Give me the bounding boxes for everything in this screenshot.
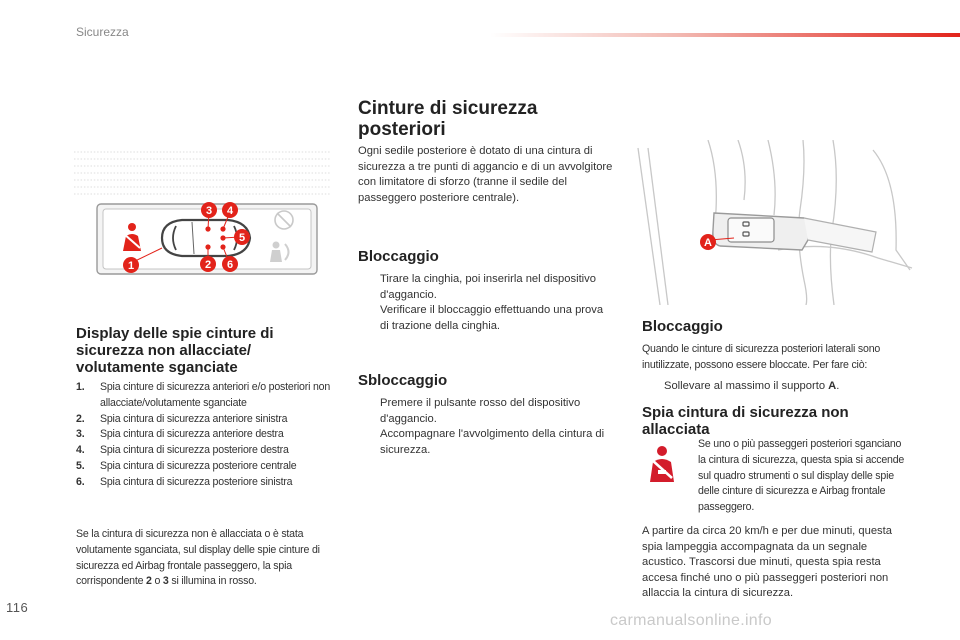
display-note: Se la cintura di sicurezza non è allacciata o è stata volutamente sganciata, sul display delle spie cinture di sicurezza ed Airbag frontale passeggero, la spia corrispondente 2 o 3 si illumina in rosso. — [76, 528, 320, 588]
list-item: 5. Spia cintura di sicurezza posteriore centrale — [76, 459, 297, 472]
page-title: Cinture di sicurezza posteriori — [358, 98, 538, 140]
list-item: 6. Spia cintura di sicurezza posteriore sinistra — [76, 475, 293, 488]
watermark: carmanualsonline.info — [610, 612, 772, 629]
svg-text:5: 5 — [238, 232, 246, 244]
unlock-section-title: Sbloccaggio — [358, 372, 448, 389]
svg-text:6: 6 — [226, 259, 234, 271]
list-item: 4. Spia cintura di sicurezza posteriore destra — [76, 444, 289, 457]
warning-description: Se uno o più passeggeri posteriori sganciano la cintura di sicurezza, questa spia si accende sul quadro strumenti o sul display delle spie delle cinture di sicurezza e Airbag frontale passeggero. — [698, 438, 905, 514]
section-title: Sicurezza — [76, 25, 129, 39]
list-item: Premere il pulsante rosso del dispositivo d'aggancio. — [380, 397, 581, 425]
figure-label-a — [700, 234, 716, 250]
rear-seatbelt-support-illustration — [628, 140, 916, 305]
support-lock-intro: Quando le cinture di sicurezza posteriori laterali sono inutilizzate, possono essere bloccate. Per fare ciò: — [642, 343, 881, 371]
svg-text:3: 3 — [205, 205, 213, 217]
figure-label-1 — [123, 257, 139, 273]
lock-steps-list — [358, 272, 613, 334]
figure-label-5 — [234, 229, 250, 245]
list-item: 3. Spia cintura di sicurezza anteriore destra — [76, 428, 284, 441]
blinking-description: A partire da circa 20 km/h e per due minuti, questa spia lampeggia accompagnata da un segnale acustico. Trascorsi due minuti, questa spia resta accesa finché uno o più passeggeri posteriori non allaccia la cintura di sicurezza. — [642, 525, 892, 599]
warning-section-title: Spia cintura di sicurezza non allacciata — [642, 404, 849, 438]
support-lock-title: Bloccaggio — [642, 318, 723, 335]
figure-label-3 — [201, 202, 217, 218]
figure-label-6 — [222, 256, 238, 272]
list-item: 2. Spia cintura di sicurezza anteriore sinistra — [76, 412, 288, 425]
seatbelt-warning-icon — [644, 444, 680, 484]
header-accent-bar — [490, 33, 960, 37]
figure-label-4 — [222, 202, 238, 218]
display-legend-list — [76, 380, 336, 491]
svg-text:A: A — [704, 237, 712, 249]
support-lock-steps — [642, 379, 912, 395]
page-number: 116 — [6, 600, 29, 615]
lock-section-title: Bloccaggio — [358, 248, 439, 265]
svg-text:1: 1 — [127, 260, 135, 272]
figure-label-2 — [200, 256, 216, 272]
seatbelt-display-illustration — [70, 148, 335, 300]
unlock-steps-list — [358, 396, 623, 458]
display-section-title: Display delle spie cinture di sicurezza non allacciate/ volutamente sganciate — [76, 325, 274, 376]
list-item: Tirare la cinghia, poi inserirla nel dispositivo d'aggancio. — [380, 273, 596, 301]
list-item: Sollevare al massimo il supporto A. — [664, 380, 840, 392]
list-item: Accompagnare l'avvolgimento della cintura di sicurezza. — [380, 428, 605, 456]
list-item: Verificare il bloccaggio effettuando una prova di trazione della cinghia. — [380, 304, 604, 332]
svg-text:2: 2 — [204, 259, 212, 271]
svg-text:4: 4 — [226, 205, 234, 217]
intro-paragraph: Ogni sedile posteriore è dotato di una cintura di sicurezza a tre punti di aggancio e di un avvolgitore con limitatore di sforzo (tranne il sedile del passeggero posteriore centrale). — [358, 145, 613, 204]
list-item: 1. Spia cinture di sicurezza anteriori e/o posteriori non allacciate/volutamente sganciate — [76, 381, 331, 409]
